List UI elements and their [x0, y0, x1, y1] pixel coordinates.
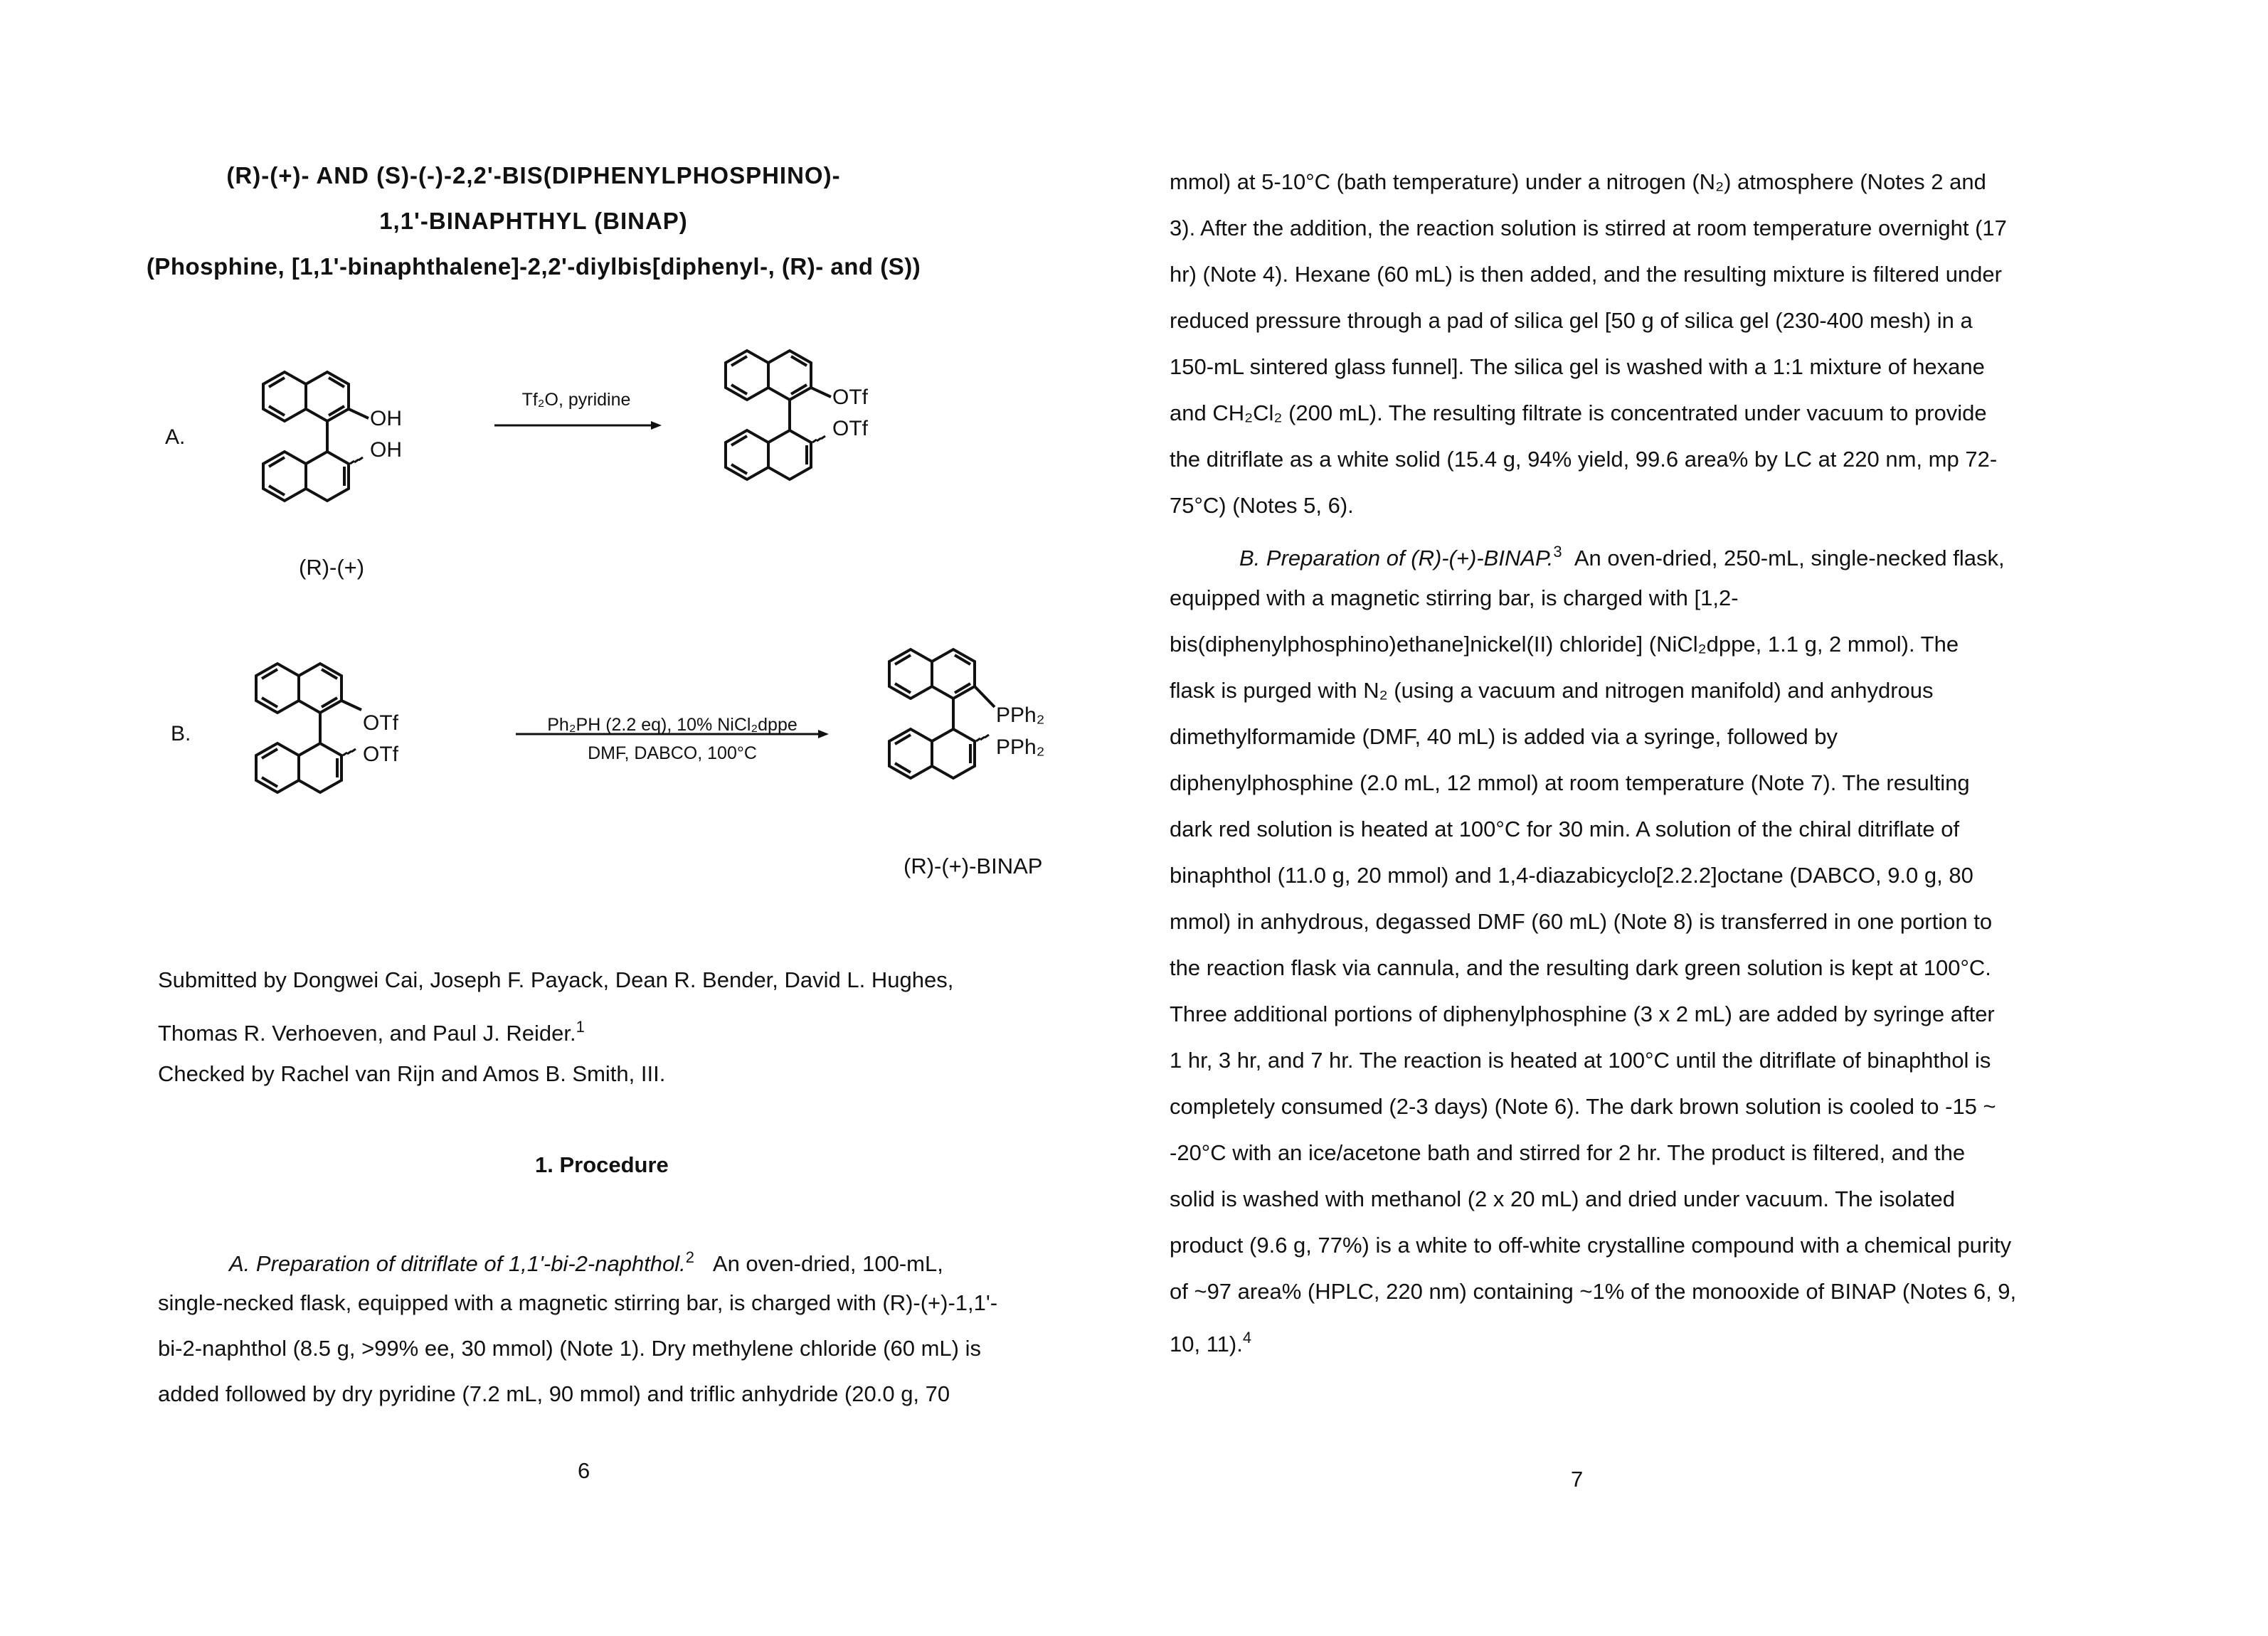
- submitted-line-2: Thomas R. Verhoeven, and Paul J. Reider.$^1$: [158, 1018, 585, 1046]
- para-a-line-4: added followed by dry pyridine (7.2 mL, 90 mmol) and triflic anhydride (20.0 g, 70: [158, 1381, 950, 1406]
- binap-pph2-2: PPh₂: [996, 735, 1045, 759]
- para-b-line-16: product (9.6 g, 77%) is a white to off-white crystalline compound with a chemical purity: [1170, 1233, 2012, 1258]
- para-b-line-17: of ~97 area% (HPLC, 220 nm) containing ~1% of the monooxide of BINAP (Notes 6, 9,: [1170, 1279, 2017, 1304]
- product-a-otf-2: OTf: [832, 417, 868, 440]
- para-b-line-4: flask is purged with N₂ (using a vacuum and nitrogen manifold) and anhydrous: [1170, 678, 1934, 703]
- reactant-b-otf-1: OTf: [363, 711, 398, 735]
- ditriflate-structure: [690, 313, 925, 512]
- para-a-cont-line-6: and CH₂Cl₂ (200 mL). The resulting filtrate is concentrated under vacuum to provide: [1170, 400, 1987, 425]
- para-b-line-12: 1 hr, 3 hr, and 7 hr. The reaction is heated at 100°C until the ditriflate of binaphthol is: [1170, 1048, 1991, 1073]
- para-a-line-1: A. Preparation of ditriflate of 1,1'-bi-2-naphthol.$^2$ An oven-dried, 100-mL,: [229, 1248, 943, 1276]
- para-a-cont-line-5: 150-mL sintered glass funnel]. The silica gel is washed with a 1:1 mixture of hexane: [1170, 354, 1985, 379]
- scheme-a-reagents: Tf₂O, pyridine: [521, 390, 631, 410]
- binap-pph2-1: PPh₂: [996, 703, 1045, 727]
- para-b-line-13: completely consumed (2-3 days) (Note 6). The dark brown solution is cooled to -15 ~: [1170, 1094, 1996, 1119]
- scheme-a-arrow: [491, 418, 665, 432]
- checked-by-line: Checked by Rachel van Rijn and Amos B. Smith, III.: [158, 1061, 666, 1086]
- para-a-cont-line-2: 3). After the addition, the reaction solution is stirred at room temperature overnight (17: [1170, 216, 2007, 240]
- reactant-a-caption: (R)-(+): [299, 555, 365, 580]
- scheme-b-arrow: [512, 727, 839, 741]
- para-b-line-7: dark red solution is heated at 100°C for 30 min. A solution of the chiral ditriflate of: [1170, 817, 1960, 841]
- title-line-3: (Phosphine, [1,1'-binaphthalene]-2,2'-diylbis[diphenyl-, (R)- and (S)): [146, 253, 921, 280]
- reactant-a-oh-2: OH: [370, 438, 402, 462]
- para-a-cont-line-3: hr) (Note 4). Hexane (60 mL) is then added, and the resulting mixture is filtered under: [1170, 262, 2002, 287]
- para-b-line-10: the reaction flask via cannula, and the resulting dark green solution is kept at 100°C.: [1170, 955, 1991, 980]
- product-a-otf-1: OTf: [832, 386, 868, 409]
- submitted-line-1: Submitted by Dongwei Cai, Joseph F. Payack, Dean R. Bender, David L. Hughes,: [158, 967, 954, 992]
- para-b-line-3: bis(diphenylphosphino)ethane]nickel(II) chloride] (NiCl₂dppe, 1.1 g, 2 mmol). The: [1170, 632, 1959, 657]
- binaphthol-structure: [242, 334, 477, 533]
- para-b-line-9: mmol) in anhydrous, degassed DMF (60 mL) (Note 8) is transferred in one portion to: [1170, 909, 1993, 934]
- para-b-line-18: 10, 11).$^4$: [1170, 1329, 1252, 1356]
- para-b-line-5: dimethylformamide (DMF, 40 mL) is added via a syringe, followed by: [1170, 724, 1838, 749]
- title-line-2: 1,1'-BINAPHTHYL (BINAP): [379, 208, 688, 234]
- right-page: [1134, 0, 2268, 1636]
- para-a-line-3: bi-2-naphthol (8.5 g, >99% ee, 30 mmol) (Note 1). Dry methylene chloride (60 mL) is: [158, 1336, 981, 1361]
- para-a-cont-line-7: the ditriflate as a white solid (15.4 g, 94% yield, 99.6 area% by LC at 220 nm, mp 72-: [1170, 447, 1998, 472]
- para-b-line-14: -20°C with an ice/acetone bath and stirred for 2 hr. The product is filtered, and the: [1170, 1140, 1966, 1165]
- para-b-line-6: diphenylphosphine (2.0 mL, 12 mmol) at room temperature (Note 7). The resulting: [1170, 770, 1970, 795]
- reactant-b-otf-2: OTf: [363, 743, 398, 766]
- para-b-line-1: B. Preparation of (R)-(+)-BINAP.$^3$ An oven-dried, 250-mL, single-necked flask,: [1239, 543, 2005, 570]
- para-a-line-2: single-necked flask, equipped with a magnetic stirring bar, is charged with (R)-(+)-1,1'-: [158, 1290, 998, 1315]
- para-b-line-11: Three additional portions of diphenylphosphine (3 x 2 mL) are added by syringe after: [1170, 1002, 1995, 1026]
- page-number-6: 6: [578, 1458, 590, 1483]
- ditriflate-reactant-structure: [235, 626, 470, 825]
- para-b-line-15: solid is washed with methanol (2 x 20 mL) and dried under vacuum. The isolated: [1170, 1186, 1955, 1211]
- para-a-cont-line-8: 75°C) (Notes 5, 6).: [1170, 493, 1354, 518]
- title-line-1: (R)-(+)- AND (S)-(-)-2,2'-BIS(DIPHENYLPHOSPHINO)-: [226, 162, 841, 188]
- binap-caption: (R)-(+)-BINAP: [904, 854, 1043, 878]
- scheme-a-label: A.: [165, 425, 186, 449]
- scheme-b-label: B.: [171, 722, 191, 745]
- para-b-line-2: equipped with a magnetic stirring bar, is charged with [1,2-: [1170, 585, 1739, 610]
- para-b-line-8: binaphthol (11.0 g, 20 mmol) and 1,4-diazabicyclo[2.2.2]octane (DABCO, 9.0 g, 80: [1170, 863, 1973, 888]
- scheme-b-reagents-bottom: DMF, DABCO, 100°C: [588, 743, 757, 763]
- page-number-7: 7: [1571, 1467, 1584, 1492]
- para-a-cont-line-1: mmol) at 5-10°C (bath temperature) under a nitrogen (N₂) atmosphere (Notes 2 and: [1170, 169, 1986, 194]
- reactant-a-oh-1: OH: [370, 407, 402, 430]
- scheme-b-reagents-top: Ph₂PH (2.2 eq), 10% NiCl₂dppe: [547, 715, 797, 735]
- para-a-cont-line-4: reduced pressure through a pad of silica gel [50 g of silica gel (230-400 mesh) in a: [1170, 308, 1973, 333]
- procedure-heading: 1. Procedure: [535, 1152, 669, 1177]
- binap-structure: [868, 612, 1110, 811]
